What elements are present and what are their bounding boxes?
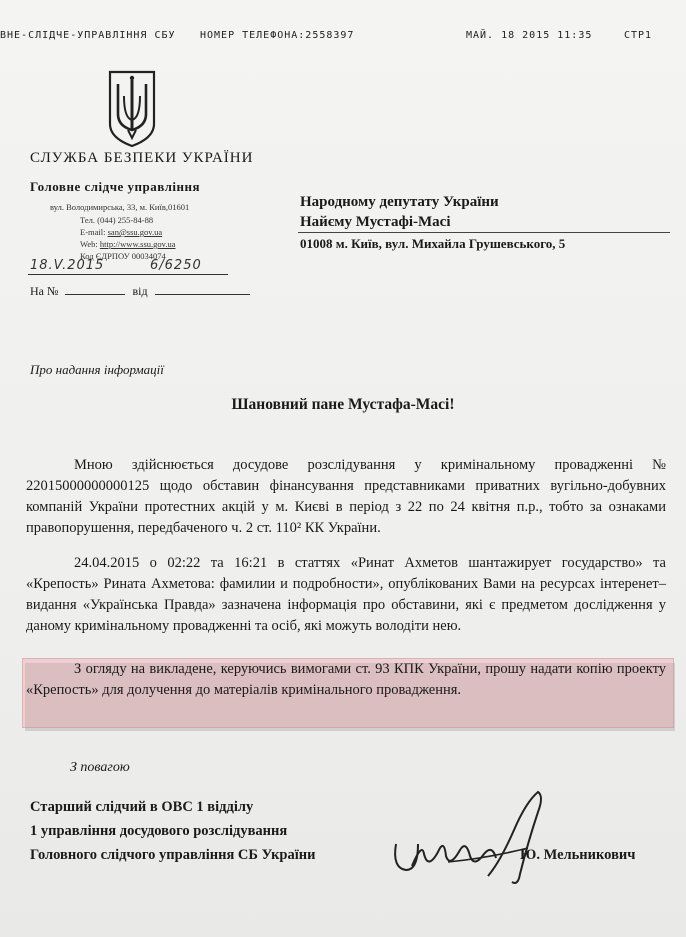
recipient-title: Народному депутату України [300,194,499,210]
recipient-address: 01008 м. Київ, вул. Михайла Грушевського, 5 [300,236,566,251]
reference-row [30,284,250,299]
signer-title-1: Старший слідчий в ОВС 1 відділу [30,799,254,815]
ref-label: На № [30,284,59,298]
signer-title-3: Головного слідчого управління СБ України [30,847,316,863]
fax-page: СТР1 [624,30,653,41]
ref-from-label: від [132,284,148,298]
handwritten-number: 6/6250 [150,258,202,273]
fax-sender: ВНЕ-СЛІДЧЕ-УПРАВЛІННЯ СБУ [0,30,176,41]
org-email-row [80,227,162,237]
date-underline [28,274,228,275]
handwritten-signature-icon [388,782,548,892]
salutation: Шановний пане Мустафа-Масі! [231,396,455,413]
ref-date-blank [155,294,250,295]
recipient-name: Найєму Мустафі-Масі [300,214,451,230]
org-edrpou: Код ЄДРПОУ 00034074 [80,251,166,261]
regards: З повагою [70,760,130,775]
ref-number-blank [65,294,125,295]
subject-line: Про надання інформації [30,362,164,377]
handwritten-date: 18.V.2015 [30,258,105,273]
signer-name: Ю. Мельникович [520,847,636,863]
trident-emblem-icon [106,68,158,148]
email-link[interactable]: san@ssu.gov.ua [107,227,163,237]
org-web-row [80,239,176,249]
web-label: Web: [80,239,98,249]
body-paragraph-1: Мною здійснюється досудове розслідування у кримінальному провадженні № 22015000000000125 щодо обставин фінансування представниками приватних вугільно-добувних компаній України протестних акцій у м. Києві в період з 22 по 24 квітня п.р., тобто за ознаками правопорушення, передбаченого ч. 2 ст. 110² КК України. [26,457,666,536]
recipient-divider [298,232,670,233]
org-name: СЛУЖБА БЕЗПЕКИ УКРАЇНИ [30,150,254,166]
org-address: вул. Володимирська, 33, м. Київ,01601 [50,202,190,212]
fax-date-time: МАЙ. 18 2015 11:35 [466,30,593,41]
fax-phone: НОМЕР ТЕЛЕФОНА:2558397 [200,30,355,41]
body-paragraph-3: З огляду на викладене, керуючись вимогами ст. 93 КПК України, прошу надати копію проекту «Крепость» для долучення до матеріалів кримінального провадження. [26,661,666,698]
body-paragraph-2: 24.04.2015 о 02:22 та 16:21 в статтях «Ринат Ахметов шантажирует государство» та «Крепость» Рината Ахметова: фамилии и подробности», опублікованих Вами на ресурсах інтеренет–видання «Українська Правда» зазначена інформація про обставини, які є предметом дослідження у даному кримінальному провадженні та осіб, які можуть володіти нею. [26,555,666,634]
web-link[interactable]: http://www.ssu.gov.ua [99,239,176,249]
department-name: Головне слідче управління [30,179,201,194]
org-phone: Тел. (044) 255-84-88 [80,215,154,225]
signer-title-2: 1 управління досудового розслідування [30,823,288,839]
email-label: E-mail: [80,227,106,237]
